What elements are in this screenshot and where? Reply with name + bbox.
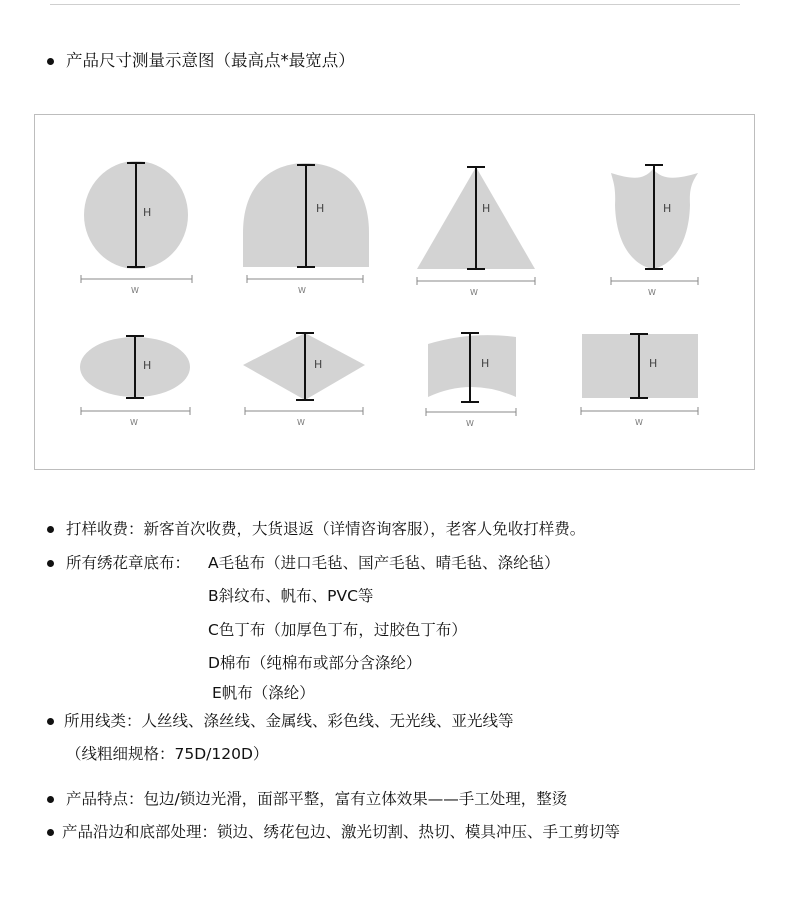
bullet [47, 829, 54, 836]
thread-spec-text: （线粗细规格：75D/120D） [66, 745, 269, 763]
shape-shield [611, 165, 698, 297]
threads-text: 所用线类：人丝线、涤丝线、金属线、彩色线、无光线、亚光线等 [64, 712, 514, 730]
shape-curved-banner [426, 333, 516, 428]
features-text: 产品特点：包边/锁边光滑，面部平整，富有立体效果——手工处理，整烫 [66, 790, 568, 808]
sample-fee-text: 打样收费：新客首次收费，大货退返（详情咨询客服），老客人免收打样费。 [66, 520, 586, 538]
shape-diamond [243, 333, 365, 427]
bullet [47, 718, 54, 725]
height-label: H [316, 202, 325, 215]
base-fabric-option: B斜纹布、帆布、PVC等 [208, 587, 374, 605]
bullet [47, 58, 54, 65]
shape-circle [81, 161, 192, 295]
shape-ellipse [80, 336, 190, 427]
measurement-diagram-canvas [35, 115, 756, 471]
bullet [47, 796, 54, 803]
section-title: 产品尺寸测量示意图（最高点*最宽点） [66, 51, 355, 70]
shape-arch [243, 163, 369, 295]
measurement-diagram [34, 114, 755, 470]
top-divider [50, 4, 740, 5]
width-label: W [635, 418, 643, 427]
bullet [47, 526, 54, 533]
width-label: W [130, 418, 138, 427]
shape-triangle [417, 167, 535, 297]
edge-processing-text: 产品沿边和底部处理：锁边、绣花包边、激光切割、热切、模具冲压、手工剪切等 [62, 823, 621, 841]
shape-rectangle [581, 334, 698, 427]
height-label: H [663, 202, 672, 215]
width-label: W [466, 419, 474, 428]
height-label: H [482, 202, 491, 215]
width-label: W [648, 288, 656, 297]
height-label: H [143, 359, 152, 372]
height-label: H [481, 357, 490, 370]
base-fabric-option: C色丁布（加厚色丁布，过胶色丁布） [208, 621, 467, 639]
base-fabric-option: A毛毡布（进口毛毡、国产毛毡、晴毛毡、涤纶毡） [208, 554, 560, 572]
height-label: H [314, 358, 323, 371]
width-label: W [470, 288, 478, 297]
base-fabric-option: D棉布（纯棉布或部分含涤纶） [208, 654, 422, 672]
bullet [47, 560, 54, 567]
width-label: W [297, 418, 305, 427]
width-label: W [298, 286, 306, 295]
base-fabric-option: E帆布（涤纶） [212, 684, 315, 702]
width-label: W [131, 286, 139, 295]
base-fabric-label: 所有绣花章底布： [66, 554, 191, 572]
height-label: H [649, 357, 658, 370]
height-label: H [143, 206, 152, 219]
